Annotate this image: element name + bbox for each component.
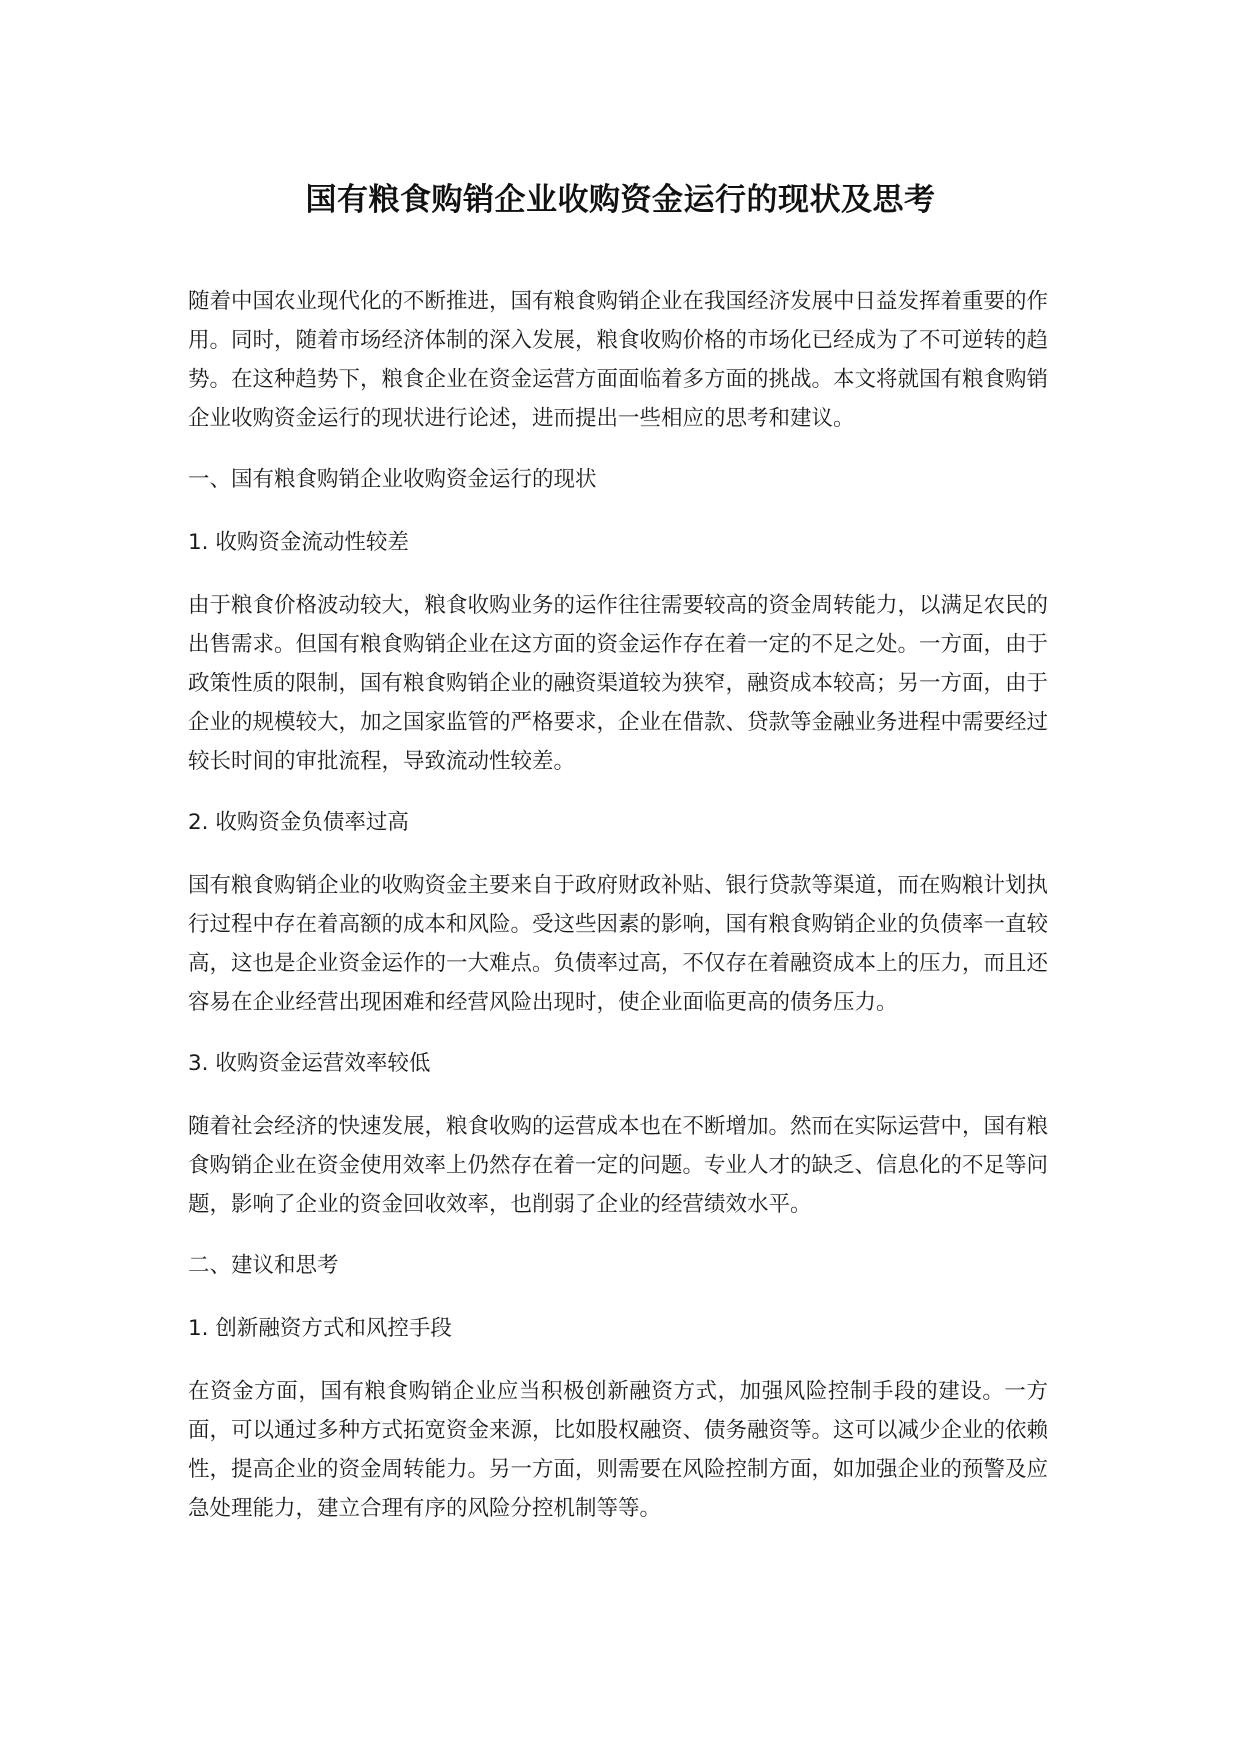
section-heading-suggestions: 二、建议和思考 xyxy=(188,1253,339,1278)
intro-paragraph: 随着中国农业现代化的不断推进，国有粮食购销企业在我国经济发展中日益发挥着重要的作用。同时，随着市场经济体制的深入发展，粮食收购价格的市场化已经成为了不可逆转的趋势。在这种趋势下，粮食企业在资金运营方面面临着多方面的挑战。本文将就国有粮食购销企业收购资金运行的现状进行论述，进而提出一些相应的思考和建议。 xyxy=(188,289,1049,431)
subheading-financing-innovation: 1. 创新融资方式和风控手段 xyxy=(188,1316,452,1341)
subheading-debt-ratio: 2. 收购资金负债率过高 xyxy=(188,810,409,835)
paragraph-liquidity: 由于粮食价格波动较大，粮食收购业务的运作往往需要较高的资金周转能力，以满足农民的出售需求。但国有粮食购销企业在这方面的资金运作存在着一定的不足之处。一方面，由于政策性质的限制，国有粮食购销企业的融资渠道较为狭窄，融资成本较高；另一方面，由于企业的规模较大，加之国家监管的严格要求，企业在借款、贷款等金融业务进程中需要经过较长时间的审批流程，导致流动性较差。 xyxy=(188,593,1049,774)
subheading-liquidity: 1. 收购资金流动性较差 xyxy=(188,530,409,555)
document-title: 国有粮食购销企业收购资金运行的现状及思考 xyxy=(305,182,936,218)
section-heading-current-status: 一、国有粮食购销企业收购资金运行的现状 xyxy=(188,467,597,492)
document-body xyxy=(188,282,1048,1550)
paragraph-efficiency: 随着社会经济的快速发展，粮食收购的运营成本也在不断增加。然而在实际运营中，国有粮食购销企业在资金使用效率上仍然存在着一定的问题。专业人才的缺乏、信息化的不足等问题，影响了企业的资金回收效率，也削弱了企业的经营绩效水平。 xyxy=(188,1114,1049,1217)
subheading-efficiency: 3. 收购资金运营效率较低 xyxy=(188,1051,431,1076)
paragraph-debt-ratio: 国有粮食购销企业的收购资金主要来自于政府财政补贴、银行贷款等渠道，而在购粮计划执行过程中存在着高额的成本和风险。受这些因素的影响，国有粮食购销企业的负债率一直较高，这也是企业资金运作的一大难点。负债率过高，不仅存在着融资成本上的压力，而且还容易在企业经营出现困难和经营风险出现时，使企业面临更高的债务压力。 xyxy=(188,873,1049,1015)
paragraph-financing-innovation: 在资金方面，国有粮食购销企业应当积极创新融资方式，加强风险控制手段的建设。一方面，可以通过多种方式拓宽资金来源，比如股权融资、债务融资等。这可以减少企业的依赖性，提高企业的资金周转能力。另一方面，则需要在风险控制方面，如加强企业的预警及应急处理能力，建立合理有序的风险分控机制等等。 xyxy=(188,1379,1049,1521)
